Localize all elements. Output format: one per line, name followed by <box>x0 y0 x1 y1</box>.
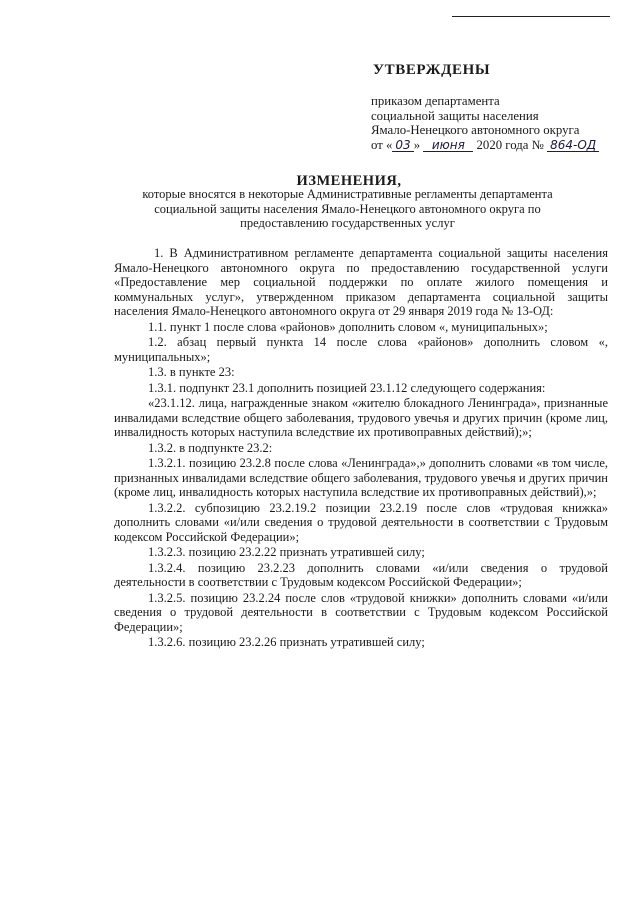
approved-label: УТВЕРЖДЕНЫ <box>373 62 491 78</box>
paragraph: 1.3.2.6. позицию 23.2.26 признать утратившей силу; <box>148 635 425 649</box>
order-line-2: социальной защиты населения <box>371 108 539 123</box>
paragraph: 1.3.2.2. субпозицию 23.2.19.2 позиции 23.2.19 после слов «трудовая книжка» дополнить словами «и/или сведения о трудовой деятельности в соответствии с Трудовым кодексом Российской Федерации»; <box>114 500 608 544</box>
document-body <box>114 246 608 650</box>
document-subtitle: которые вносятся в некоторые Административные регламенты департамента социальной защиты населения Ямало-Ненецкого автономного округа по предоставлению государственных услуг <box>142 187 553 231</box>
paragraph: 1.1. пункт 1 после слова «районов» дополнить словом «, муниципальных»; <box>148 319 548 334</box>
handwritten-day: 03 <box>392 139 413 152</box>
approval-block <box>371 94 621 152</box>
order-date-line <box>371 138 621 153</box>
handwritten-month: июня <box>423 139 473 152</box>
order-line-1: приказом департамента <box>371 94 500 108</box>
handwritten-order-number: 864-ОД <box>547 139 599 152</box>
paragraph: «23.1.12. лица, награжденные знаком «жителю блокадного Ленинграда», признанные инвалидами вследствие общего заболевания, трудового увечья и других причин (кроме лиц, инвалидность которых наступила вследствие их противоправных действий);»; <box>114 396 608 439</box>
order-line-3: Ямало-Ненецкого автономного округа <box>371 123 580 138</box>
paragraph: 1.3.1. подпункт 23.1 дополнить позицией 23.1.12 следующего содержания: <box>148 380 546 395</box>
paragraph: 1.3.2.3. позицию 23.2.22 признать утратившей силу; <box>148 545 425 559</box>
date-year-text: 2020 года № <box>476 137 544 152</box>
top-decorative-line <box>452 16 610 17</box>
paragraph: 1.3.2. в подпункте 23.2: <box>148 440 273 455</box>
document-title-text: ИЗМЕНЕНИЯ, <box>296 173 402 189</box>
paragraph: 1. В Административном регламенте департамента социальной защиты населения Ямало-Ненецкого автономного округа по предоставлению государственной услуги «Предоставление мер социальной поддержки по оплате жилого помещения и коммунальных услуг», утвержденном приказом департамента социальной защиты населения Ямало-Ненецкого автономного округа от 29 января 2019 года № 13-ОД: <box>114 246 608 318</box>
paragraph: 1.3.2.1. позицию 23.2.8 после слова «Ленинграда»,» дополнить словами «в том числе, признанных инвалидами вследствие общего заболевания, трудового увечья и других причин (кроме лиц, инвалидность которых наступила вследствие их противоправных действий),»; <box>114 456 608 499</box>
date-prefix: от « <box>371 137 393 152</box>
paragraph: 1.3.2.4. позицию 23.2.23 дополнить словами «и/или сведения о трудовой деятельности в соответствии с Трудовым кодексом Российской Федерации»; <box>114 560 608 589</box>
paragraph: 1.3. в пункте 23: <box>148 365 235 379</box>
paragraph: 1.2. абзац первый пункта 14 после слова «районов» дополнить словом «, муниципальных»; <box>114 335 608 364</box>
date-mid: » <box>413 137 421 152</box>
paragraph: 1.3.2.5. позицию 23.2.24 после слов «трудовой книжки» дополнить словами «и/или сведения о трудовой деятельности в соответствии с Трудовым кодексом Российской Федерации»; <box>114 590 608 634</box>
